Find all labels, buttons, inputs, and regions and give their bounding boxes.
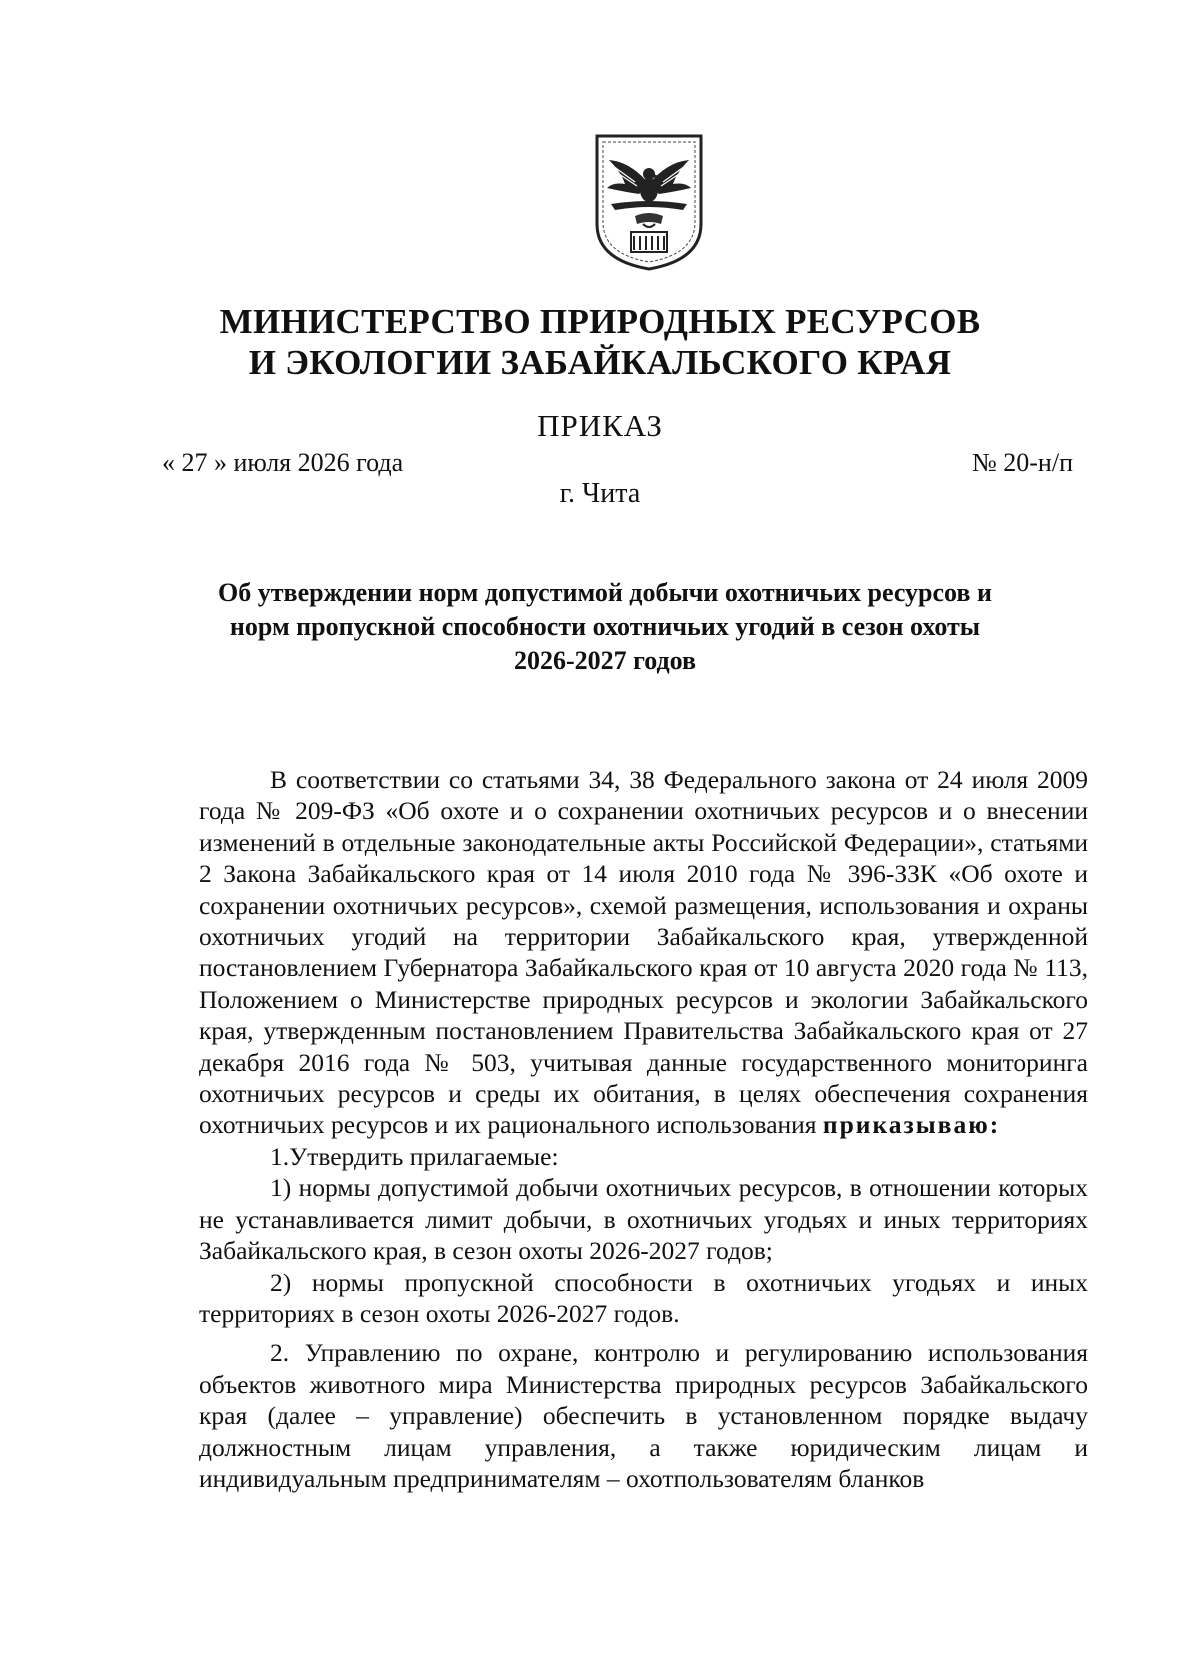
order-date: « 27 » июля 2026 года	[162, 448, 404, 477]
ministry-name-line1: МИНИСТЕРСТВО ПРИРОДНЫХ РЕСУРСОВ	[219, 302, 981, 341]
order-body	[199, 764, 1088, 1494]
order-city: г. Чита	[559, 478, 641, 509]
preamble-text: В соответствии со статьями 34, 38 Федерального закона от 24 июля 2009 года № 209-ФЗ «Об охоте и о сохранении охотничьих ресурсов и о внесении изменений в отдельные законодательные акты Российской Федерации», статьями 2 Закона Забайкальского края от 14 июля 2010 года № 396-ЗЗК «Об охоте и сохранении охотничьих ресурсов», схемой размещения, использования и охраны охотничьих угодий на территории Забайкальского края, утвержденной постановлением Губернатора Забайкальского края от 10 августа 2020 года № 113, Положением о Министерстве природных ресурсов и экологии Забайкальского края, утвержденным постановлением Правительства Забайкальского края от 27 декабря 2016 года № 503, учитывая данные государственного мониторинга охотничьих ресурсов и среды их обитания, в целях обеспечения сохранения охотничьих ресурсов и их рационального использования	[199, 765, 1088, 1140]
item-1-2: 2) нормы пропускной способности в охотничьих угодьях и иных территориях в сезон охоты 2026-2027 годов.	[199, 1267, 1088, 1328]
preamble-paragraph	[199, 764, 1088, 1141]
order-title: ПРИКАЗ	[537, 408, 663, 443]
order-word: приказываю:	[822, 1110, 1001, 1140]
ministry-name-line2: И ЭКОЛОГИИ ЗАБАЙКАЛЬСКОГО КРАЯ	[248, 343, 952, 382]
item-2: 2. Управлению по охране, контролю и регулированию использования объектов животного мира Министерства природных ресурсов Забайкальского края (далее – управление) обеспечить в установленном порядке выдачу должностным лицам управления, а также юридическим лицам и индивидуальным предпринимателям – охотпользователям бланков	[199, 1338, 1088, 1493]
coat-of-arms-icon	[591, 132, 707, 272]
order-subject: Об утверждении норм допустимой добычи охотничьих ресурсов и норм пропускной способности охотничьих угодий в сезон охоты 2026-2027 годов	[218, 578, 992, 675]
item-1: 1.Утвердить прилагаемые:	[270, 1141, 559, 1171]
order-number: № 20-н/п	[971, 448, 1073, 477]
item-1-1: 1) нормы допустимой добычи охотничьих ресурсов, в отношении которых не устанавливается лимит добычи, в охотничьих угодьях и иных территориях Забайкальского края, в сезон охоты 2026-2027 годов;	[199, 1173, 1088, 1266]
